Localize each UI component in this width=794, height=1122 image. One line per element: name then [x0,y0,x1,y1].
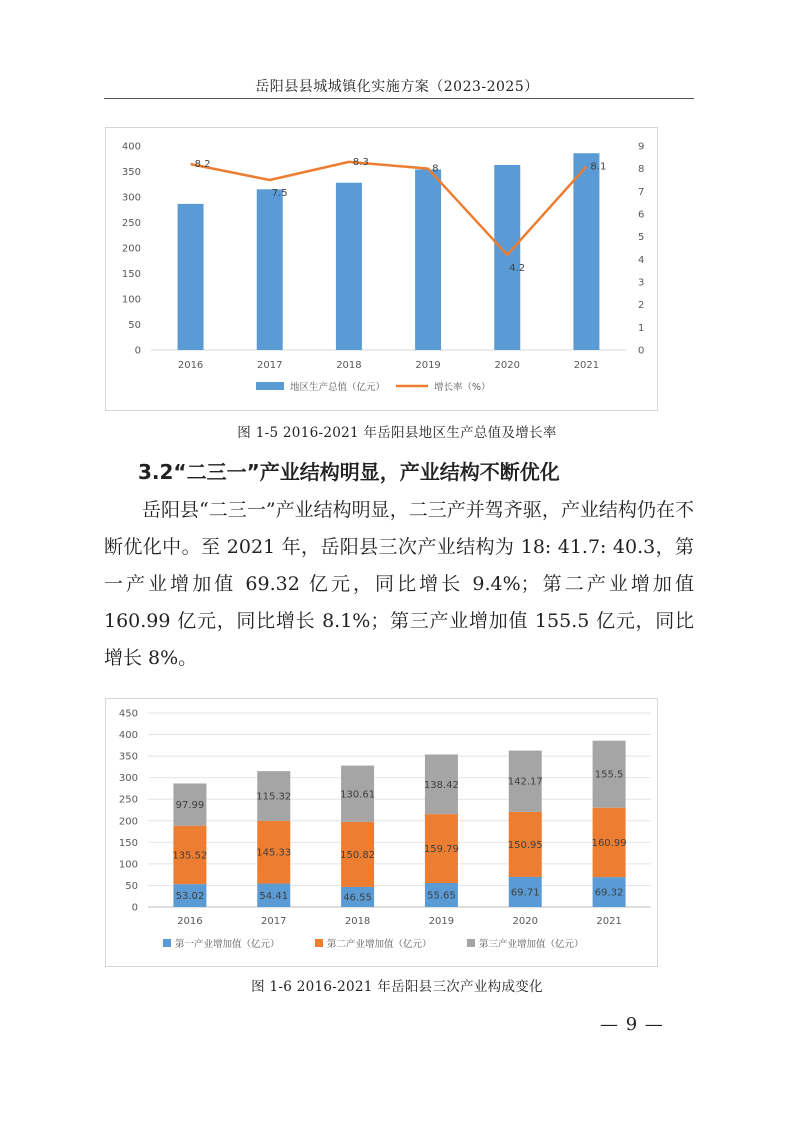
segment-data-label: 130.61 [340,789,376,801]
segment-data-label: 97.99 [175,800,205,812]
y-right-tick-label: 1 [638,322,645,334]
y-left-tick-label: 300 [121,192,141,204]
y-left-tick-label: 350 [121,167,141,178]
body-paragraph-block [104,492,694,677]
figure-2-caption: 图 1-6 2016-2021 年岳阳县三次产业构成变化 [251,979,543,995]
legend-swatch-gdp [256,382,284,390]
x-tick-label: 2019 [415,360,441,371]
gdp-bar [573,153,599,350]
y-left-tick-label: 100 [121,294,141,306]
legend-label-gdp: 地区生产总值（亿元） [290,382,386,393]
segment-data-label: 138.42 [423,779,459,791]
y-tick-label: 200 [118,816,138,828]
y-right-tick-label: 0 [638,345,645,357]
y-left-tick-label: 250 [121,218,141,229]
segment-data-label: 145.33 [256,847,292,859]
gdp-bar [415,170,441,350]
segment-data-label: 53.02 [175,891,205,903]
growth-rate-data-label: 8 [432,163,439,175]
header-divider [104,98,694,99]
growth-rate-data-label: 8.3 [352,156,369,168]
section-heading: 3.2“二三一”产业结构明显，产业结构不断优化 [138,460,560,484]
industry-structure-chart-svg [106,699,657,966]
y-tick-label: 0 [131,902,138,914]
y-tick-label: 350 [118,751,138,763]
running-header: 岳阳县县城城镇化实施方案（2023-2025） [255,79,539,95]
x-tick-label: 2017 [261,916,287,927]
segment-data-label: 115.32 [256,791,292,803]
y-tick-label: 450 [118,708,138,720]
y-tick-label: 100 [118,859,138,871]
y-right-tick-label: 3 [638,277,645,289]
x-tick-label: 2019 [428,916,455,927]
legend-label: 第二产业增加值（亿元） [327,939,432,950]
x-tick-label: 2018 [336,360,362,371]
gdp-bar [257,189,283,350]
segment-data-label: 159.79 [423,844,459,856]
y-left-tick-label: 150 [121,269,141,280]
gdp-bar [336,183,362,350]
segment-data-label: 155.5 [594,769,624,781]
y-left-tick-label: 400 [121,141,141,153]
y-right-tick-label: 5 [638,232,645,244]
x-tick-label: 2016 [177,916,203,927]
segment-data-label: 69.32 [594,887,624,899]
legend-swatch [315,939,323,947]
segment-data-label: 150.95 [507,839,543,851]
y-right-tick-label: 6 [638,209,645,221]
segment-data-label: 46.55 [343,892,372,904]
y-right-tick-label: 8 [638,164,645,176]
x-tick-label: 2018 [344,916,371,927]
y-right-tick-label: 4 [638,254,645,266]
y-tick-label: 50 [125,880,138,892]
x-tick-label: 2020 [494,360,520,371]
segment-data-label: 150.82 [340,849,376,861]
gdp-bar [494,165,520,350]
growth-rate-data-label: 7.5 [271,188,288,199]
y-tick-label: 150 [118,837,138,849]
x-tick-label: 2021 [596,916,622,927]
y-right-tick-label: 2 [638,300,645,312]
body-paragraph: 岳阳县“二三一”产业结构明显，二三产并驾齐驱，产业结构仍在不断优化中。至 2021 年，岳阳县三次产业结构为 18: 41.7: 40.3，第一产业增加值 69.32 亿元，同比增长 9.4%；第二产业增加值 160.99 亿元，同比增长 8.1%；第三产业增加值 155.5 亿元，同比增长 8%。 [104,499,694,669]
legend-swatch [163,939,171,947]
segment-data-label: 69.71 [510,887,540,899]
growth-rate-data-label: 4.2 [509,262,526,274]
gdp-chart-svg [106,128,657,410]
y-tick-label: 400 [118,730,138,742]
growth-rate-data-label: 8.1 [590,161,607,173]
y-tick-label: 300 [118,773,138,785]
y-right-tick-label: 9 [638,141,645,153]
x-tick-label: 2016 [177,360,204,371]
y-left-tick-label: 0 [134,345,141,357]
x-tick-label: 2017 [257,360,283,371]
segment-data-label: 160.99 [591,837,627,849]
y-tick-label: 250 [118,794,138,806]
page-number: — 9 — [600,1014,664,1035]
y-right-tick-label: 7 [638,186,645,198]
x-tick-label: 2021 [573,360,600,371]
segment-data-label: 55.65 [427,890,456,902]
growth-rate-line [191,162,587,255]
segment-data-label: 54.41 [259,890,289,902]
legend-swatch [467,939,475,947]
growth-rate-data-label: 8.2 [194,159,211,171]
legend-label: 第一产业增加值（亿元） [175,939,280,950]
segment-data-label: 142.17 [507,776,543,788]
gdp-bar [178,204,204,350]
segment-data-label: 135.52 [172,850,208,862]
gdp-chart [105,127,658,411]
legend-label-growth: 增长率（%） [434,382,491,393]
figure-1-caption: 图 1-5 2016-2021 年岳阳县地区生产总值及增长率 [237,425,557,441]
legend-label: 第三产业增加值（亿元） [479,939,584,950]
y-left-tick-label: 50 [128,320,141,331]
industry-structure-chart [105,698,658,967]
x-tick-label: 2020 [512,916,538,927]
y-left-tick-label: 200 [121,243,141,255]
